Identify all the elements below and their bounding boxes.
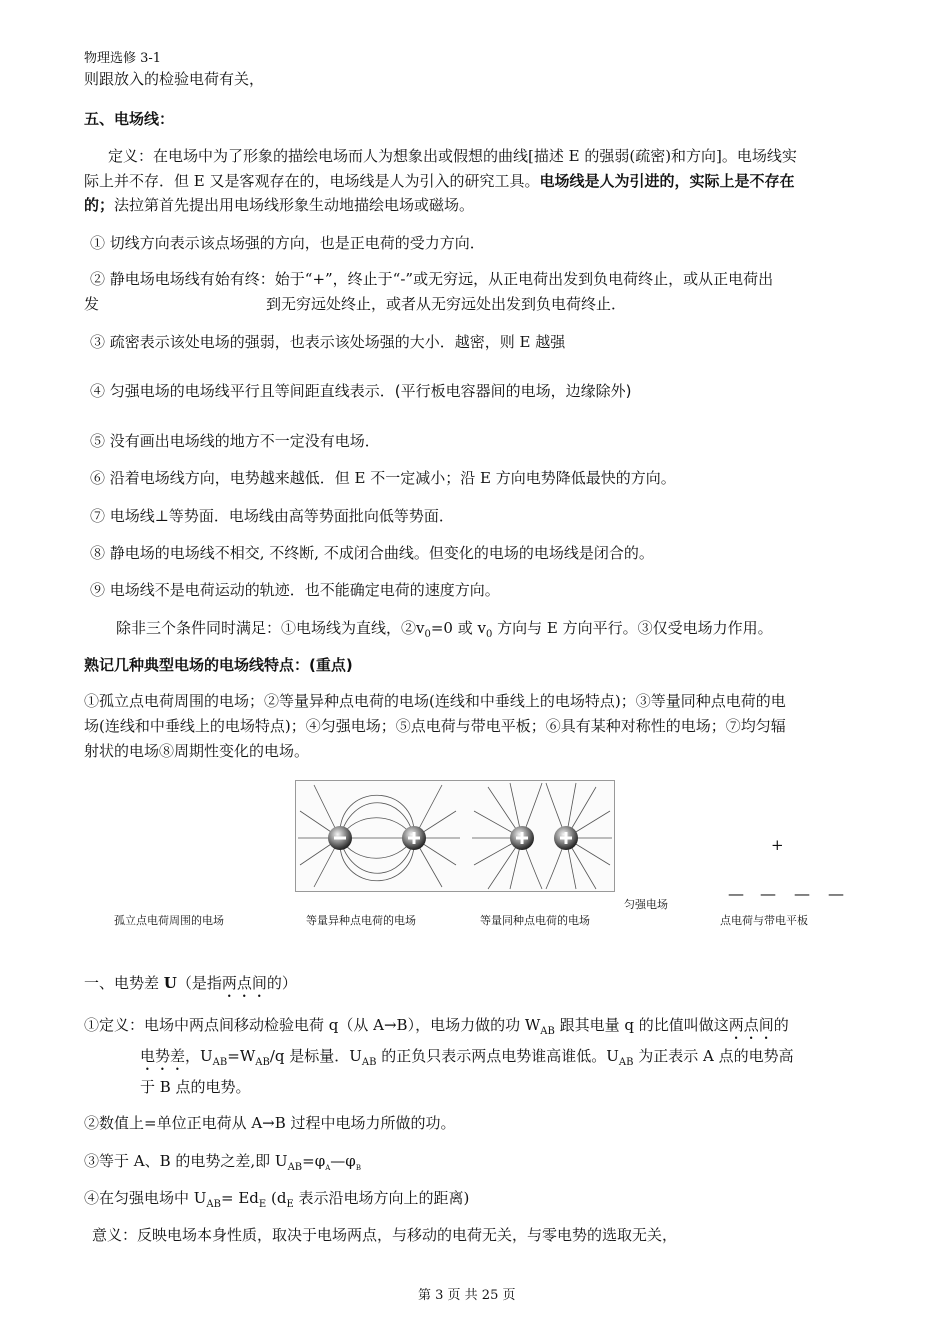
value-point-3: ③等于 A、B 的电势之差,即 $U_{AB}=\varphi_A—\varphi_B$ xyxy=(84,1152,361,1173)
point-2-line-2a: 发 xyxy=(84,295,100,313)
value-point-4: ④在匀强电场中 $U_{AB}= Ed_E$ ($d_E$ 表示沿电场方向上的距离) xyxy=(84,1189,470,1210)
caption-same-charges: 等量同种点电荷的电场 xyxy=(480,914,590,927)
definition-u-line-1: ①定义：电场中两点间移动检验电荷 q（从 A→B），电场力做的功 $W_{AB}$ 跟其电量 q 的比值叫做这两点间的 xyxy=(84,1016,789,1037)
point-2-line-1: ② 静电场电场线有始有终：始于“+”，终止于“-”或无穷远，从正电荷出发到负电荷终止，或从正电荷出 xyxy=(90,270,774,288)
opposite-charges-field-lines xyxy=(298,785,460,887)
point-3: ③ 疏密表示该处电场的强弱，也表示该处场强的大小．越密，则 E 越强 xyxy=(90,333,566,351)
point-5: ⑤ 没有画出电场线的地方不一定没有电场． xyxy=(90,432,380,450)
caption-isolated-charge: 孤立点电荷周围的电场 xyxy=(114,914,224,927)
page-footer: 第 3 页 共 25 页 xyxy=(418,1288,516,1303)
point-7: ⑦ 电场线⊥等势面．电场线由高等势面批向低等势面． xyxy=(90,507,454,525)
section-title-field-lines: 五、电场线： xyxy=(84,110,175,128)
definition-line-2: 际上并不存．但 E 又是客观存在的，电场线是人为引入的研究工具。电场线是人为引进的，实际上是不存在 xyxy=(84,172,795,190)
point-6: ⑥ 沿着电场线方向，电势越来越低．但 E 不一定减小；沿 E 方向电势降低最快的方向。 xyxy=(90,469,676,487)
typical-fields-line-2: 场(连线和中垂线上的电场特点)；④匀强电场；⑤点电荷与带电平板；⑥具有某种对称性的电场；⑦均匀辐 xyxy=(84,717,786,735)
plate-minus-mark: — xyxy=(728,884,744,903)
typical-fields-line-3: 射状的电场⑧周期性变化的电场。 xyxy=(84,742,310,760)
plate-minus-mark: — xyxy=(828,884,844,903)
point-4: ④ 匀强电场的电场线平行且等间距直线表示．(平行板电容器间的电场，边缘除外) xyxy=(90,382,632,400)
field-lines-drawing xyxy=(296,781,614,891)
plate-minus-mark: — xyxy=(794,884,810,903)
typical-fields-line-1: ①孤立点电荷周围的电场；②等量异种点电荷的电场(连线和中垂线上的电场特点)；③等量同种点电荷的电 xyxy=(84,692,786,710)
caption-uniform-field: 匀强电场 xyxy=(624,898,668,911)
page-header-subject: 物理选修 3-1 xyxy=(84,51,162,66)
caption-charge-and-plate: 点电荷与带电平板 xyxy=(720,914,808,927)
point-1: ① 切线方向表示该点场强的方向，也是正电荷的受力方向． xyxy=(90,234,485,252)
caption-opposite-charges: 等量异种点电荷的电场 xyxy=(306,914,416,927)
meaning-line: 意义：反映电场本身性质，取决于电场两点，与移动的电荷无关，与零电势的选取无关， xyxy=(92,1226,678,1244)
plate-point-charge-plus: + xyxy=(771,836,784,854)
point-9: ⑨ 电场线不是电荷运动的轨迹．也不能确定电荷的速度方向。 xyxy=(90,581,500,599)
definition-line-1: 定义：在电场中为了形象的描绘电场而人为想象出或假想的曲线[描述 E 的强弱(疏密)和方向]。电场线实 xyxy=(108,147,797,165)
definition-u-line-3: 于 B 点的电势。 xyxy=(140,1078,251,1096)
same-charges-field-lines xyxy=(472,783,612,889)
plate-minus-mark: — xyxy=(760,884,776,903)
emphasis-text: 电场线是人为引进的，实际上是不存在 xyxy=(539,172,795,190)
conditions-line: 除非三个条件同时满足：①电场线为直线，$②v_0=0$ 或 $v_0$ 方向与 E 方向平行。③仅受电场力作用。 xyxy=(116,619,773,640)
point-2-line-2b: 到无穷远处终止，或者从无穷远处出发到负电荷终止． xyxy=(266,295,627,313)
definition-u-line-2: 电势差，$U_{AB}=W_{AB}/q$ 是标量．$U_{AB}$ 的正负只表示两点电势谁高谁低。$U_{AB}$ 为正表示 A 点的电势高 xyxy=(140,1047,794,1068)
text-line: 则跟放入的检验电荷有关， xyxy=(84,70,265,88)
definition-line-3: 的；法拉第首先提出用电场线形象生动地描绘电场或磁场。 xyxy=(84,196,475,214)
typical-fields-title: 熟记几种典型电场的电场线特点：(重点) xyxy=(84,656,353,674)
section-title-potential-difference: 一、电势差 U（是指两点间的） xyxy=(84,974,297,992)
field-lines-figure xyxy=(295,780,615,892)
value-point-2: ②数值上=单位正电荷从 A→B 过程中电场力所做的功。 xyxy=(84,1114,456,1132)
point-8: ⑧ 静电场的电场线不相交, 不终断, 不成闭合曲线。但变化的电场的电场线是闭合的。 xyxy=(90,544,654,562)
